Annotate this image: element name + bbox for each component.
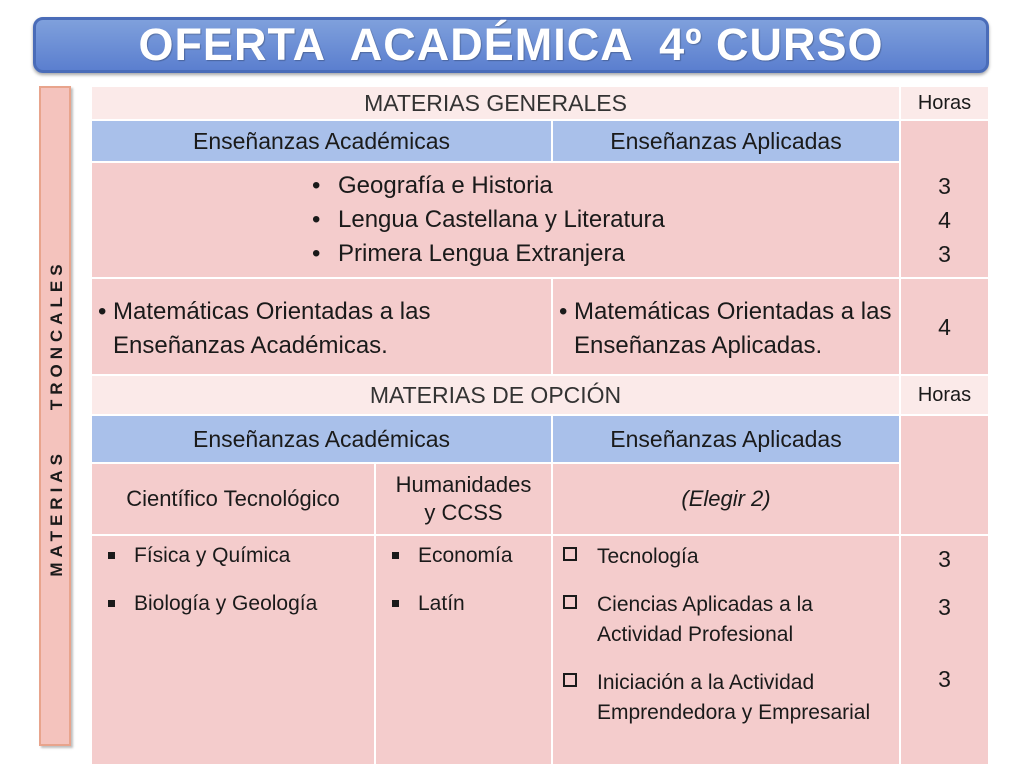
generales-header xyxy=(91,86,900,120)
matematicas-academicas-text: Matemáticas Orientadas a las Enseñanzas Académicas. xyxy=(113,298,431,359)
sub-humanidades-text: Humanidades y CCSS xyxy=(395,472,532,525)
generales-horas-header xyxy=(900,86,989,120)
generales-horas-cell xyxy=(900,120,989,278)
list-item: Iniciación a la Actividad Emprendedora y Empresarial xyxy=(553,668,893,728)
hour-value: 4 xyxy=(938,207,951,233)
title-banner xyxy=(33,17,989,73)
list-item: Física y Química xyxy=(96,540,317,571)
hour-value: 3 xyxy=(938,666,951,692)
list-item: Biología y Geología xyxy=(96,588,317,619)
hour-value: 3 xyxy=(938,173,951,199)
opcion-header xyxy=(91,375,900,415)
list-item: • Primera Lengua Extranjera xyxy=(312,237,665,271)
humanidades-list xyxy=(380,540,513,619)
opcion-horas-list xyxy=(901,542,988,696)
opcion-col-aplicadas-text: Enseñanzas Aplicadas xyxy=(610,425,842,452)
sub-humanidades xyxy=(375,463,552,535)
generales-header-text: MATERIAS GENERALES xyxy=(364,89,627,116)
list-item: • Geografía e Historia xyxy=(312,169,665,203)
bullet-icon: • xyxy=(98,298,107,325)
comunes-horas-list xyxy=(901,169,988,271)
generales-horas-label: Horas xyxy=(917,91,972,114)
opcion-col-academicas-text: Enseñanzas Académicas xyxy=(193,425,450,452)
comunes-list xyxy=(312,169,665,271)
sub-elegir-text: (Elegir 2) xyxy=(681,486,771,511)
matematicas-academicas xyxy=(98,295,553,363)
comunes-cell xyxy=(91,162,900,278)
generales-col-academicas-text: Enseñanzas Académicas xyxy=(193,127,450,154)
matematicas-horas-cell xyxy=(900,278,989,375)
side-label: MATERIAS TRONCALES xyxy=(47,259,66,577)
bullet-icon: • xyxy=(559,298,568,325)
aplicadas-cell xyxy=(552,535,900,765)
page-title: OFERTA ACADÉMICA 4º CURSO xyxy=(138,19,884,70)
list-item: • Lengua Castellana y Literatura xyxy=(312,203,665,237)
matematicas-academicas-cell xyxy=(91,278,552,375)
generales-col-aplicadas-text: Enseñanzas Aplicadas xyxy=(610,127,842,154)
opcion-horas-label: Horas xyxy=(917,383,972,406)
list-item: Tecnología xyxy=(553,542,893,572)
sub-cientifico xyxy=(91,463,375,535)
sub-cientifico-text: Científico Tecnológico xyxy=(126,486,340,511)
humanidades-cell xyxy=(375,535,552,765)
generales-col-academicas xyxy=(91,120,552,162)
list-item: Ciencias Aplicadas a la Actividad Profesional xyxy=(553,590,893,650)
matematicas-aplicadas-cell xyxy=(552,278,900,375)
hour-value: 3 xyxy=(938,546,951,572)
cientifico-list xyxy=(96,540,317,619)
cientifico-cell xyxy=(91,535,375,765)
list-item: Latín xyxy=(380,588,513,619)
generales-col-aplicadas xyxy=(552,120,900,162)
opcion-horas-blank xyxy=(900,415,989,535)
opcion-col-aplicadas xyxy=(552,415,900,463)
hour-value: 4 xyxy=(938,313,951,340)
list-item: Economía xyxy=(380,540,513,571)
hour-value: 3 xyxy=(938,241,951,267)
opcion-horas-header xyxy=(900,375,989,415)
opcion-col-academicas xyxy=(91,415,552,463)
hour-value: 3 xyxy=(938,594,951,620)
side-bar xyxy=(39,86,71,746)
matematicas-aplicadas xyxy=(559,295,900,363)
sub-elegir xyxy=(552,463,900,535)
opcion-horas-cell xyxy=(900,535,989,765)
aplicadas-list xyxy=(553,542,893,746)
opcion-header-text: MATERIAS DE OPCIÓN xyxy=(369,381,622,408)
matematicas-aplicadas-text: Matemáticas Orientadas a las Enseñanzas Aplicadas. xyxy=(574,298,892,359)
